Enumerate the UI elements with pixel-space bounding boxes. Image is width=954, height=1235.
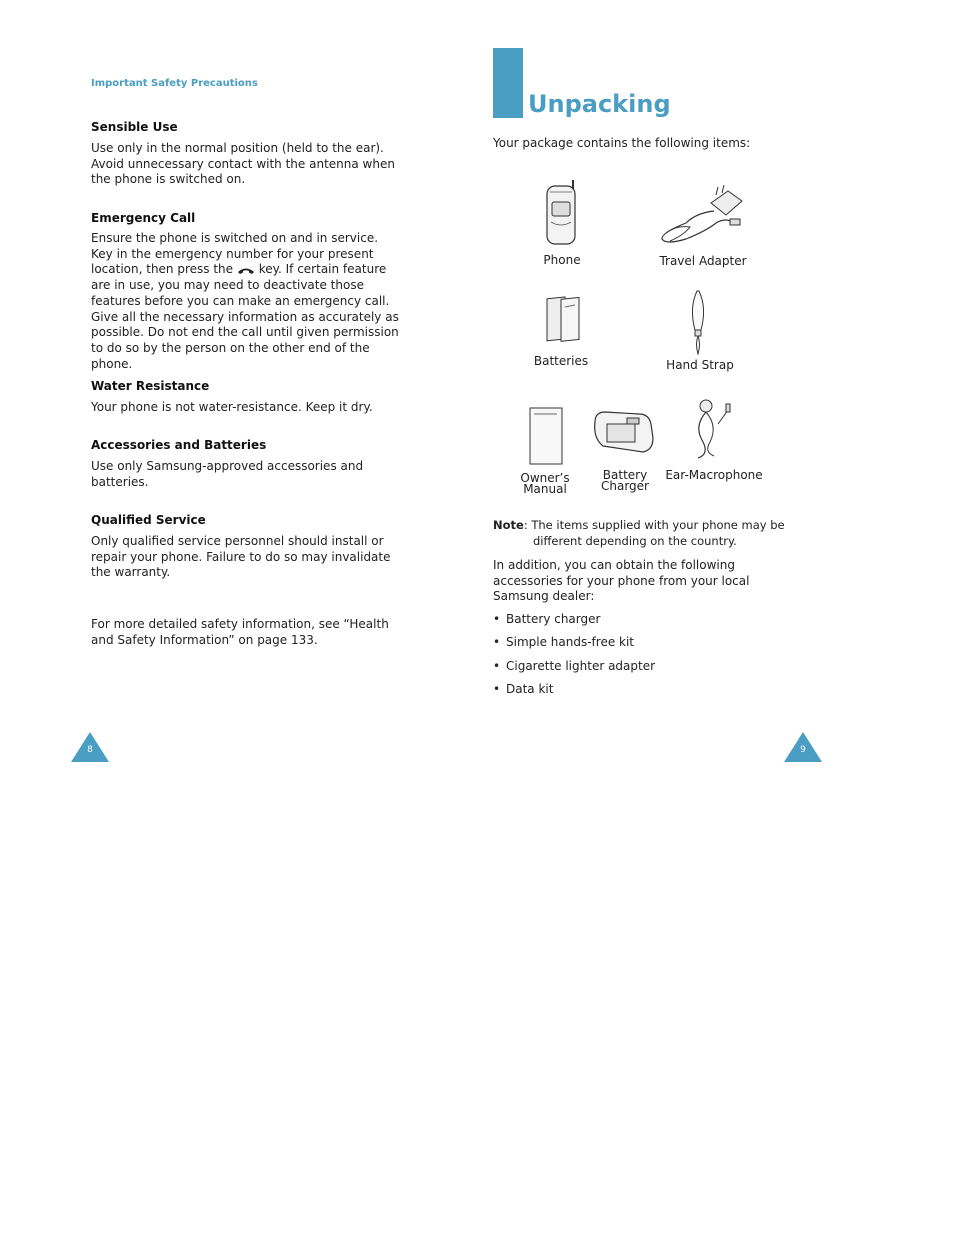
phone-end-icon	[237, 265, 255, 275]
running-head: Important Safety Precautions	[91, 78, 258, 89]
section-text-accessories: Use only Samsung-approved accessories and batteries.	[91, 459, 364, 489]
additional-text: In addition, you can obtain the following accessories for your phone from your local Samsung dealer:	[493, 558, 750, 604]
note-block	[493, 517, 793, 549]
intro-text: Your package contains the following items:	[493, 136, 751, 150]
section-text-sensible-use: Use only in the normal position (held to the ear). Avoid unnecessary contact with the antenna when the phone is switched on.	[91, 141, 395, 187]
item-label-phone: Phone	[543, 253, 581, 267]
phone-illustration	[543, 178, 581, 248]
travel-adapter-illustration	[656, 183, 746, 248]
item-label-batteries: Batteries	[533, 354, 589, 368]
section-title-accessories: Accessories and Batteries	[91, 438, 267, 452]
ear-microphone-illustration	[688, 396, 736, 462]
item-label-ear-microphone: Ear-Macrophone	[665, 468, 763, 482]
list-item: • Data kit	[493, 681, 554, 696]
page-title: Unpacking	[528, 90, 671, 118]
list-item: • Battery charger	[493, 612, 601, 626]
section-title-water-resistance: Water Resistance	[91, 379, 210, 393]
section-text-water-resistance: Your phone is not water-resistance. Keep it dry.	[91, 400, 373, 414]
page-number-left: 8	[87, 745, 93, 755]
battery-charger-illustration	[591, 408, 657, 456]
section-title-emergency-call: Emergency Call	[91, 211, 196, 225]
note-line1: : The items supplied with your phone may be	[523, 518, 785, 532]
owners-manual-line1: Owner’s	[520, 471, 570, 485]
page-number-right: 9	[800, 745, 806, 755]
section-title-qualified-service: Qualified Service	[91, 513, 206, 527]
emergency-text-part1: Ensure the phone is switched on and in service. Key in the emergency number for your present location, then press the	[91, 231, 379, 277]
item-label-travel-adapter: Travel Adapter	[659, 254, 747, 268]
section-text-emergency-call	[91, 231, 403, 372]
battery-charger-line1: Battery	[602, 468, 648, 482]
list-item: • Simple hands-free kit	[493, 635, 635, 650]
note-line2: different depending on the country.	[533, 534, 737, 548]
battery-charger-line2: Charger	[601, 479, 649, 493]
more-info-text: For more detailed safety information, see “Health and Safety Information” on page 133.	[91, 617, 389, 647]
batteries-illustration	[545, 293, 585, 345]
item-label-owners-manual	[514, 473, 576, 495]
item-label-battery-charger	[594, 470, 656, 492]
item-label-hand-strap: Hand Strap	[666, 358, 734, 372]
list-item: • Cigarette lighter adapter	[493, 658, 656, 673]
owners-manual-illustration	[527, 406, 567, 466]
hand-strap-illustration	[687, 288, 711, 358]
section-text-qualified-service: Only qualified service personnel should install or repair your phone. Failure to do so may invalidate the warranty.	[91, 534, 391, 580]
note-label: Note	[493, 518, 524, 532]
section-title-sensible-use: Sensible Use	[91, 120, 178, 134]
accessory-list	[493, 612, 655, 705]
owners-manual-line2: Manual	[523, 482, 567, 496]
emergency-text-part2: key. If certain feature are in use, you may need to deactivate those features before you can make an emergency call. Give all the necessary information as accurately as possible. Do not end the call until given permission to do so by the person on the other end of the phone.	[91, 262, 399, 371]
title-accent-bar	[493, 48, 523, 118]
